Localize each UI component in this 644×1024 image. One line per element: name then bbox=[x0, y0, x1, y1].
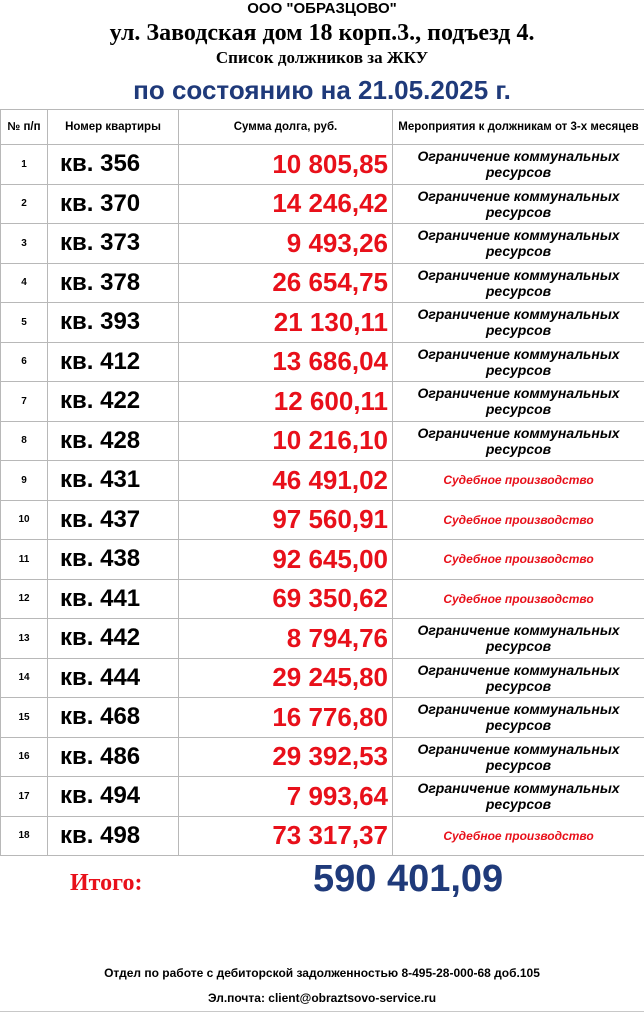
apartment-cell: кв. 437 bbox=[48, 500, 179, 540]
row-number-cell: 1 bbox=[1, 145, 48, 185]
company-name: ООО "ОБРАЗЦОВО" bbox=[247, 0, 397, 17]
debt-sum-cell: 9 493,26 bbox=[179, 224, 393, 264]
measure-cell: Ограничение коммунальных ресурсов bbox=[393, 145, 644, 185]
debt-sum-cell: 13 686,04 bbox=[179, 342, 393, 382]
apartment-cell: кв. 486 bbox=[48, 737, 179, 777]
building-address: ул. Заводская дом 18 корп.3., подъезд 4. bbox=[109, 20, 535, 46]
footer-department: Отдел по работе с дебиторской задолженностью 8-495-28-000-68 доб.105 bbox=[104, 966, 540, 980]
debt-sum-cell: 29 392,53 bbox=[179, 737, 393, 777]
measure-cell: Судебное производство bbox=[393, 461, 644, 501]
debt-sum-cell: 73 317,37 bbox=[179, 816, 393, 856]
document-subtitle: Список должников за ЖКУ bbox=[215, 48, 429, 67]
apartment-cell: кв. 441 bbox=[48, 579, 179, 619]
row-number-cell: 17 bbox=[1, 777, 48, 817]
measure-cell: Ограничение коммунальных ресурсов bbox=[393, 619, 644, 659]
apartment-cell: кв. 422 bbox=[48, 382, 179, 422]
apartment-cell: кв. 494 bbox=[48, 777, 179, 817]
measure-cell: Ограничение коммунальных ресурсов bbox=[393, 777, 644, 817]
row-number-cell: 8 bbox=[1, 421, 48, 461]
row-number-cell: 4 bbox=[1, 263, 48, 303]
table-row bbox=[1, 698, 644, 738]
debtors-table bbox=[0, 109, 644, 856]
apartment-cell: кв. 356 bbox=[48, 145, 179, 185]
debt-sum-cell: 12 600,11 bbox=[179, 382, 393, 422]
footer-email: Эл.почта: client@obraztsovo-service.ru bbox=[207, 991, 437, 1005]
table-row bbox=[1, 777, 644, 817]
row-number-cell: 3 bbox=[1, 224, 48, 264]
apartment-cell: кв. 393 bbox=[48, 303, 179, 343]
table-row bbox=[1, 342, 644, 382]
row-number-cell: 14 bbox=[1, 658, 48, 698]
debt-sum-cell: 97 560,91 bbox=[179, 500, 393, 540]
measure-cell: Ограничение коммунальных ресурсов bbox=[393, 224, 644, 264]
table-row bbox=[1, 263, 644, 303]
measure-cell: Ограничение коммунальных ресурсов bbox=[393, 342, 644, 382]
row-number-cell: 9 bbox=[1, 461, 48, 501]
debt-sum-cell: 8 794,76 bbox=[179, 619, 393, 659]
measure-cell: Судебное производство bbox=[393, 540, 644, 580]
row-number-cell: 16 bbox=[1, 737, 48, 777]
row-number-cell: 11 bbox=[1, 540, 48, 580]
measure-cell: Ограничение коммунальных ресурсов bbox=[393, 698, 644, 738]
table-row bbox=[1, 224, 644, 264]
total-value: 590 401,09 bbox=[313, 858, 504, 900]
measure-cell: Ограничение коммунальных ресурсов bbox=[393, 303, 644, 343]
column-header-apartment: Номер квартиры bbox=[48, 110, 179, 145]
column-header-number: № п/п bbox=[1, 110, 48, 145]
table-header-row bbox=[1, 110, 644, 145]
apartment-cell: кв. 442 bbox=[48, 619, 179, 659]
footer-divider bbox=[0, 1011, 644, 1012]
row-number-cell: 13 bbox=[1, 619, 48, 659]
measure-cell: Судебное производство bbox=[393, 579, 644, 619]
table-row bbox=[1, 421, 644, 461]
measure-cell: Ограничение коммунальных ресурсов bbox=[393, 382, 644, 422]
measure-cell: Ограничение коммунальных ресурсов bbox=[393, 737, 644, 777]
debt-sum-cell: 21 130,11 bbox=[179, 303, 393, 343]
apartment-cell: кв. 428 bbox=[48, 421, 179, 461]
debt-sum-cell: 10 216,10 bbox=[179, 421, 393, 461]
measure-cell: Ограничение коммунальных ресурсов bbox=[393, 658, 644, 698]
debt-sum-cell: 16 776,80 bbox=[179, 698, 393, 738]
table-row bbox=[1, 303, 644, 343]
table-row bbox=[1, 382, 644, 422]
apartment-cell: кв. 468 bbox=[48, 698, 179, 738]
column-header-measures: Мероприятия к должникам от 3-х месяцев bbox=[393, 110, 644, 145]
row-number-cell: 2 bbox=[1, 184, 48, 224]
table-row bbox=[1, 540, 644, 580]
apartment-cell: кв. 438 bbox=[48, 540, 179, 580]
debt-sum-cell: 10 805,85 bbox=[179, 145, 393, 185]
debt-sum-cell: 92 645,00 bbox=[179, 540, 393, 580]
row-number-cell: 6 bbox=[1, 342, 48, 382]
apartment-cell: кв. 412 bbox=[48, 342, 179, 382]
as-of-date: по состоянию на 21.05.2025 г. bbox=[133, 75, 511, 105]
table-row bbox=[1, 737, 644, 777]
row-number-cell: 7 bbox=[1, 382, 48, 422]
measure-cell: Судебное производство bbox=[393, 816, 644, 856]
column-header-debt-sum: Сумма долга, руб. bbox=[179, 110, 393, 145]
row-number-cell: 15 bbox=[1, 698, 48, 738]
table-row bbox=[1, 816, 644, 856]
table-row bbox=[1, 500, 644, 540]
table-row bbox=[1, 579, 644, 619]
apartment-cell: кв. 370 bbox=[48, 184, 179, 224]
table-row bbox=[1, 658, 644, 698]
row-number-cell: 18 bbox=[1, 816, 48, 856]
apartment-cell: кв. 444 bbox=[48, 658, 179, 698]
table-row bbox=[1, 184, 644, 224]
measure-cell: Судебное производство bbox=[393, 500, 644, 540]
table-row bbox=[1, 619, 644, 659]
debt-sum-cell: 69 350,62 bbox=[179, 579, 393, 619]
apartment-cell: кв. 373 bbox=[48, 224, 179, 264]
apartment-cell: кв. 378 bbox=[48, 263, 179, 303]
row-number-cell: 12 bbox=[1, 579, 48, 619]
apartment-cell: кв. 498 bbox=[48, 816, 179, 856]
apartment-cell: кв. 431 bbox=[48, 461, 179, 501]
debt-sum-cell: 14 246,42 bbox=[179, 184, 393, 224]
total-label: Итого: bbox=[70, 870, 143, 896]
debt-sum-cell: 26 654,75 bbox=[179, 263, 393, 303]
debt-sum-cell: 46 491,02 bbox=[179, 461, 393, 501]
table-row bbox=[1, 145, 644, 185]
row-number-cell: 5 bbox=[1, 303, 48, 343]
debt-sum-cell: 29 245,80 bbox=[179, 658, 393, 698]
debt-sum-cell: 7 993,64 bbox=[179, 777, 393, 817]
measure-cell: Ограничение коммунальных ресурсов bbox=[393, 421, 644, 461]
measure-cell: Ограничение коммунальных ресурсов bbox=[393, 263, 644, 303]
measure-cell: Ограничение коммунальных ресурсов bbox=[393, 184, 644, 224]
row-number-cell: 10 bbox=[1, 500, 48, 540]
table-row bbox=[1, 461, 644, 501]
